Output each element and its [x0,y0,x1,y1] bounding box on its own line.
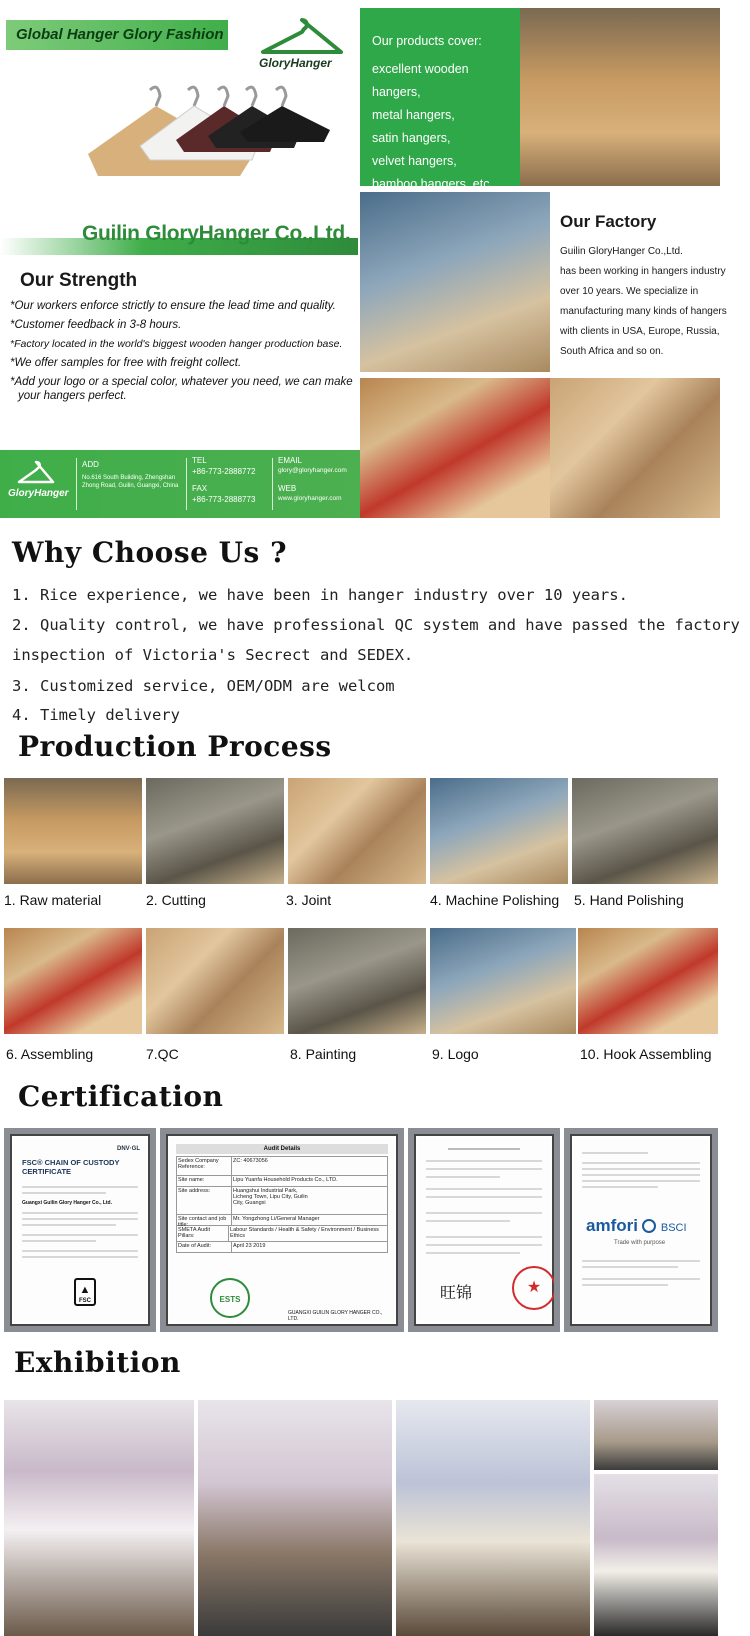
chinese-certificate [408,1128,560,1332]
why-line: inspection of Victoria's Secrect and SEDEX. [12,646,414,664]
exhibition-photo-meeting [198,1400,392,1636]
audit-row: Site name: Lipu Yuanfa Household Products Co., LTD. [176,1176,388,1187]
factory-text [560,242,727,362]
process-photo-qc [146,928,284,1034]
factory-line: over 10 years. We specialize in [560,286,699,297]
audit-title: Audit Details [176,1144,388,1154]
fsc-title-line: FSC® CHAIN OF CUSTODY [22,1158,120,1167]
address-line: Zhong Road, Guilin, Guangxi, China [82,483,179,489]
exhibition-title: Exhibition [14,1346,181,1379]
process-caption: 4. Machine Polishing [430,892,560,908]
factory-title: Our Factory [560,212,657,231]
product-item: bamboo hangers, etc. [372,177,493,191]
address-label: ADD [82,460,99,469]
audit-row: SMETA Audit Pillars: Labour Standards / Health & Safety / Environment / Business Ethics [176,1226,388,1242]
process-caption: 5. Hand Polishing [574,892,684,908]
audit-row: Site contact and job title: Mr. Yongzhong Li/General Manager [176,1215,388,1226]
why-title: Why Choose Us ? [12,536,287,569]
bsci-certificate [564,1128,718,1332]
strength-panel [0,258,358,450]
production-title: Production Process [18,730,332,763]
why-line: 1. Rice experience, we have been in hanger industry over 10 years. [12,586,628,604]
logo [255,14,350,74]
tel-label: TEL [192,456,207,465]
fsc-tree-icon: ▲ [79,1284,91,1296]
audit-table [176,1156,388,1253]
tel-value: +86-773-2888772 [192,467,256,476]
red-seal [512,1266,556,1310]
hangers-illustration [80,80,340,190]
audit-row: Sedex Company Reference: ZC: 40673056 [176,1156,388,1176]
brand-panel [0,0,358,255]
ests-logo: ESTS [210,1278,250,1318]
contact-bar [0,450,360,518]
factory-line: Guilin GloryHanger Co.,Ltd. [560,246,683,257]
web-value[interactable]: www.gloryhanger.com [278,495,342,502]
factory-photo [360,192,550,372]
audit-row: Site address: Huangshui Industrial Park, Licheng Town, Lipu City, Guilin City, Guangxi [176,1187,388,1215]
star-icon: ★ [526,1279,542,1296]
process-photo-cutting [146,778,284,884]
why-line: 2. Quality control, we have professional QC system and have passed the factory [12,616,740,634]
process-photo-machine-polishing [430,778,568,884]
company-name: Guilin GloryHanger Co.,Ltd. [82,222,351,245]
web-label: WEB [278,484,297,493]
process-caption: 2. Cutting [146,892,206,908]
process-photo-hand-polishing [572,778,718,884]
fsc-title-line: CERTIFICATE [22,1167,72,1176]
factory-line: with clients in USA, Europe, Russia, [560,326,720,337]
process-photo-painting [288,928,426,1034]
product-item: metal hangers, [372,108,455,122]
process-photo-hook-assembling [578,928,718,1034]
audit-certificate [160,1128,404,1332]
tagline-ribbon [6,20,228,50]
logo-text: GloryHanger [259,56,332,70]
top-banner [0,0,727,520]
fax-value: +86-773-2888773 [192,495,256,504]
email-value[interactable]: glory@gloryhanger.com [278,467,347,474]
products-panel [360,8,520,191]
process-caption: 7.QC [146,1046,179,1062]
strength-item: *Customer feedback in 3-8 hours. [10,319,182,331]
product-item: excellent wooden hangers, [372,62,469,99]
strength-title: Our Strength [20,270,138,291]
product-item: satin hangers, [372,131,451,145]
strength-item: *Factory located in the world's biggest wooden hanger production base. [10,338,343,350]
process-photo-joint [288,778,426,884]
exhibition-photo-visitors [594,1400,718,1470]
process-caption: 3. Joint [286,892,332,908]
process-caption: 8. Painting [290,1046,357,1062]
audit-company: GUANGXI GUILIN GLORY HANGER CO., LTD. [288,1310,383,1322]
certification-title: Certification [18,1080,224,1113]
factory-panel [550,192,727,372]
process-caption: 10. Hook Assembling [580,1046,712,1062]
warehouse-photo [520,8,720,186]
exhibition-photo-team [594,1474,718,1636]
strength-item: *Our workers enforce strictly to ensure the lead time and quality. [10,300,336,312]
factory-line: manufacturing many kinds of hangers [560,306,727,317]
address-line: No.616 South Building, Zhengshan [82,475,176,481]
audit-row: Date of Audit: April 23 2019 [176,1242,388,1253]
footer-logo-text: GloryHanger [8,488,69,499]
dnv-logo: DNV·GL [117,1146,140,1152]
fsc-title [22,1158,119,1176]
product-item: velvet hangers, [372,154,457,168]
email-label: EMAIL [278,456,303,465]
amfori-logo: amfori BSCI [586,1216,687,1235]
fsc-label: FSC [79,1298,91,1304]
chinese-company-name: 旺锦 [440,1283,473,1302]
amfori-tagline: Trade with purpose [614,1240,666,1246]
process-photo-logo [430,928,576,1034]
process-photo-assembling [4,928,142,1034]
exhibition-photo-booth-front [4,1400,194,1636]
process-caption: 1. Raw material [4,892,102,908]
strength-item: your hangers perfect. [18,390,127,402]
fax-label: FAX [192,484,208,493]
hanger-logo-icon [255,14,350,59]
why-line: 3. Customized service, OEM/ODM are welcom [12,677,395,695]
process-caption: 9. Logo [432,1046,479,1062]
why-line: 4. Timely delivery [12,706,180,724]
process-caption: 6. Assembling [6,1046,94,1062]
exhibition-photo-booth-side [396,1400,590,1636]
bsci-circle-icon [642,1219,656,1233]
strength-item: *We offer samples for free with freight collect. [10,357,242,369]
products-list [372,58,520,196]
hanger-logo-icon [16,460,56,486]
tagline: Global Hanger Glory Fashion [16,26,224,43]
products-title: Our products cover: [372,34,482,48]
workers-photo [550,378,720,518]
fsc-company: Guangxi Guilin Glory Hanger Co., Ltd. [22,1200,113,1206]
factory-line: has been working in hangers industry [560,266,726,277]
packing-photo [360,378,550,518]
strength-list [10,300,355,409]
strength-item: *Add your logo or a special color, whatever you need, we can make [10,376,353,388]
fsc-logo [74,1278,96,1306]
factory-line: South Africa and so on. [560,346,664,357]
process-photo-raw-material [4,778,142,884]
fsc-certificate [4,1128,156,1332]
